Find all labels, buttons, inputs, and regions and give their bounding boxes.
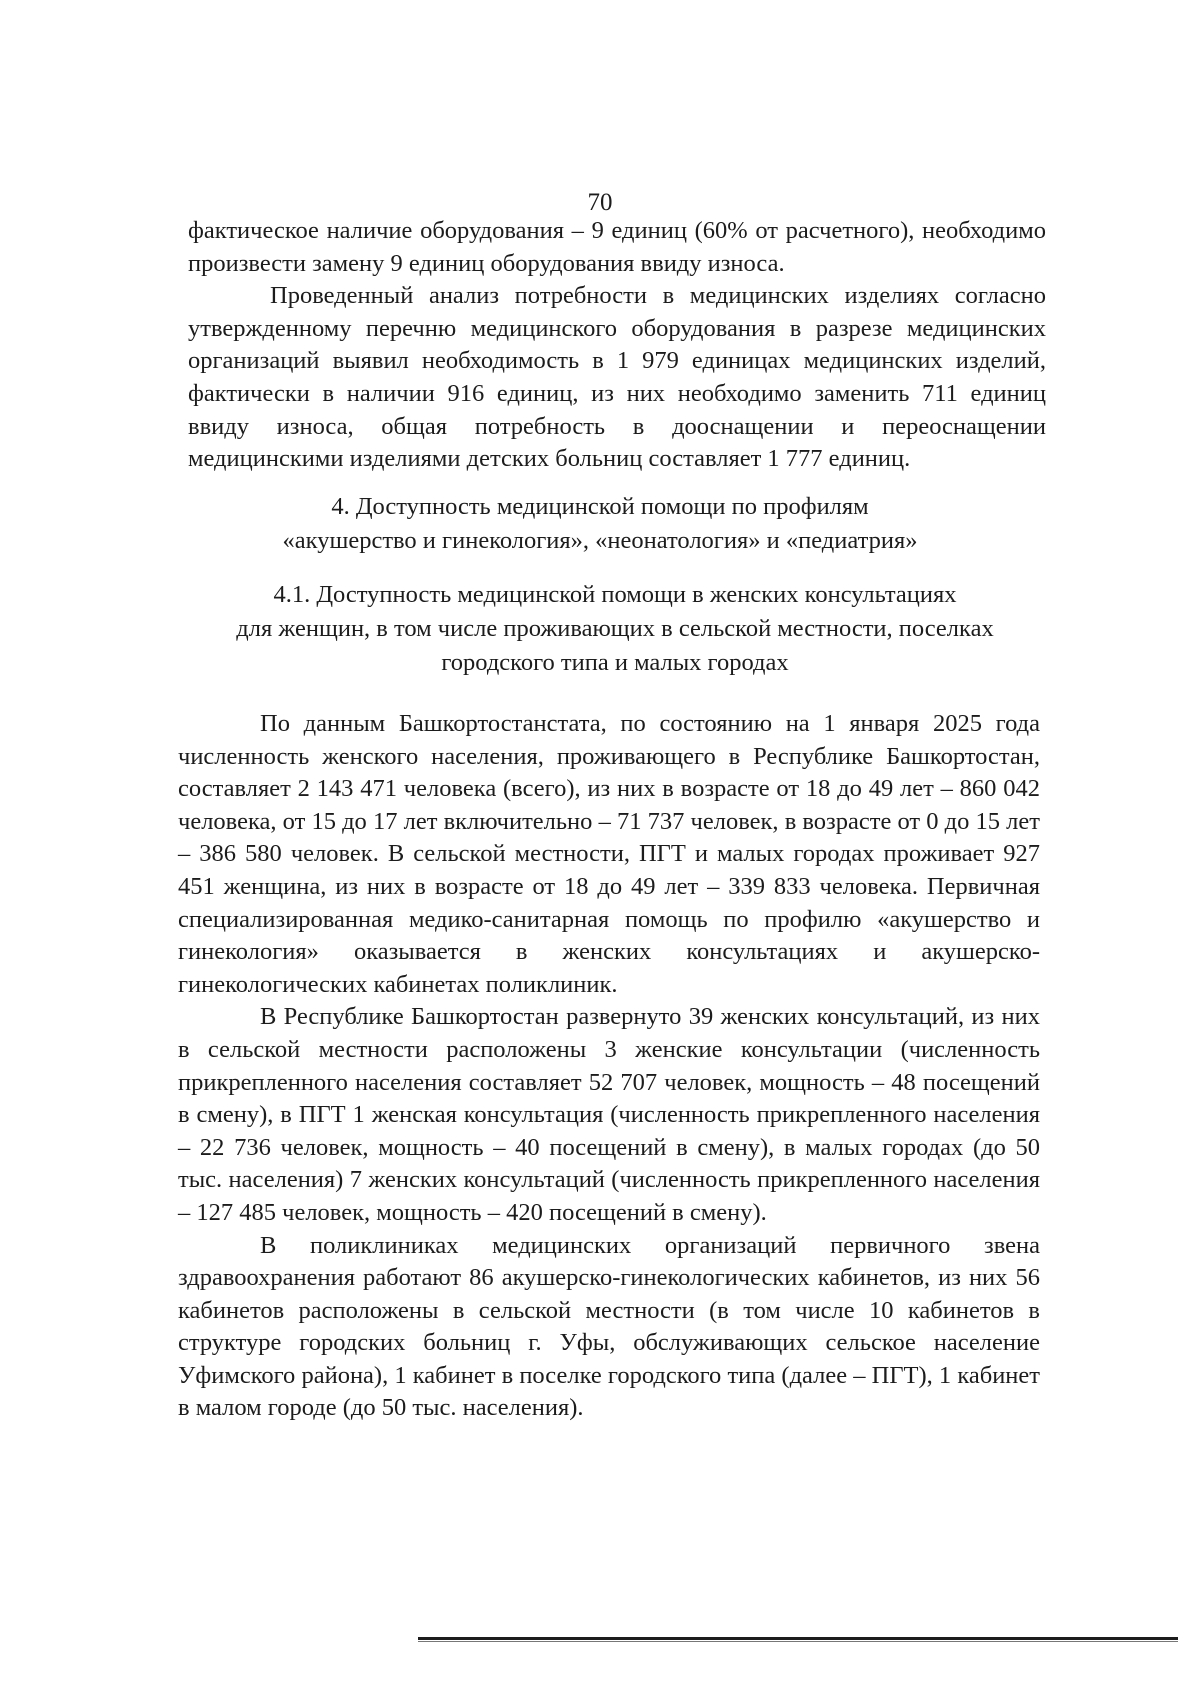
body-paragraph-population: По данным Башкортостанстата, по состоянию на 1 января 2025 года численность женского населения, проживающего в Республике Башкортостан, составляет 2 143 471 человека (всего), из них в возрасте от 18 до 49 лет – 860 042 человека, от 15 до 17 лет включительно – 71 737 человек, в возрасте от 0 до 15 лет – 386 580 человек. В сельской местности, ПГТ и малых городах проживает 927 451 женщина, из них в возрасте от 18 до 49 лет – 339 833 человека. Первичная специализированная медико-санитарная помощь по профилю «акушерство и гинекология» оказывается в женских консультациях и акушерско-гинекологических кабинетах поликлиник.	[178, 710, 1040, 998]
footer-rule	[418, 1637, 1178, 1640]
subsection-heading-line-1: 4.1. Доступность медицинской помощи в женских консультациях	[273, 581, 957, 608]
body-paragraph-cabinets: В поликлиниках медицинских организаций первичного звена здравоохранения работают 86 акушерско-гинекологических кабинетов, из них 56 кабинетов расположены в сельской местности (в том числе 10 кабинетов в структуре городских больниц г. Уфы, обслуживающих сельское население Уфимского района), 1 кабинет в поселке городского типа (далее – ПГТ), 1 кабинет в малом городе (до 50 тыс. населения).	[178, 1231, 1040, 1422]
section-heading-line-2: «акушерство и гинекология», «неонатология» и «педиатрия»	[282, 527, 918, 554]
intro-paragraph-analysis: Проведенный анализ потребности в медицинских изделиях согласно утвержденному перечню медицинского оборудования в разрезе медицинских организаций выявил необходимость в 1 979 единицах медицинских изделий, фактически в наличии 916 единиц, из них необходимо заменить 711 единиц ввиду износа, общая потребность в дооснащении и переоснащении медицинскими изделиями детских больниц составляет 1 777 единиц.	[188, 282, 1046, 473]
section-heading	[0, 490, 1200, 558]
footer-rule-shadow	[418, 1641, 1178, 1642]
subsection-heading-line-3: городского типа и малых городах	[441, 649, 789, 676]
subsection-heading	[0, 578, 1200, 680]
page-number: 70	[587, 189, 613, 216]
subsection-heading-line-2: для женщин, в том числе проживающих в сельской местности, поселках	[236, 615, 994, 642]
intro-paragraph-continuation: фактическое наличие оборудования – 9 единиц (60% от расчетного), необходимо произвести замену 9 единиц оборудования ввиду износа.	[188, 217, 1046, 277]
body-paragraph-consultations: В Республике Башкортостан развернуто 39 женских консультаций, из них в сельской местности расположены 3 женские консультации (численность прикрепленного населения составляет 52 707 человек, мощность – 48 посещений в смену), в ПГТ 1 женская консультация (численность прикрепленного населения – 22 736 человек, мощность – 40 посещений в смену), в малых городах (до 50 тыс. населения) 7 женских консультаций (численность прикрепленного населения – 127 485 человек, мощность – 420 посещений в смену).	[178, 1003, 1040, 1226]
section-heading-line-1: 4. Доступность медицинской помощи по профилям	[331, 493, 869, 520]
intro-text-block	[188, 215, 1046, 476]
main-text-block	[178, 708, 1040, 1425]
